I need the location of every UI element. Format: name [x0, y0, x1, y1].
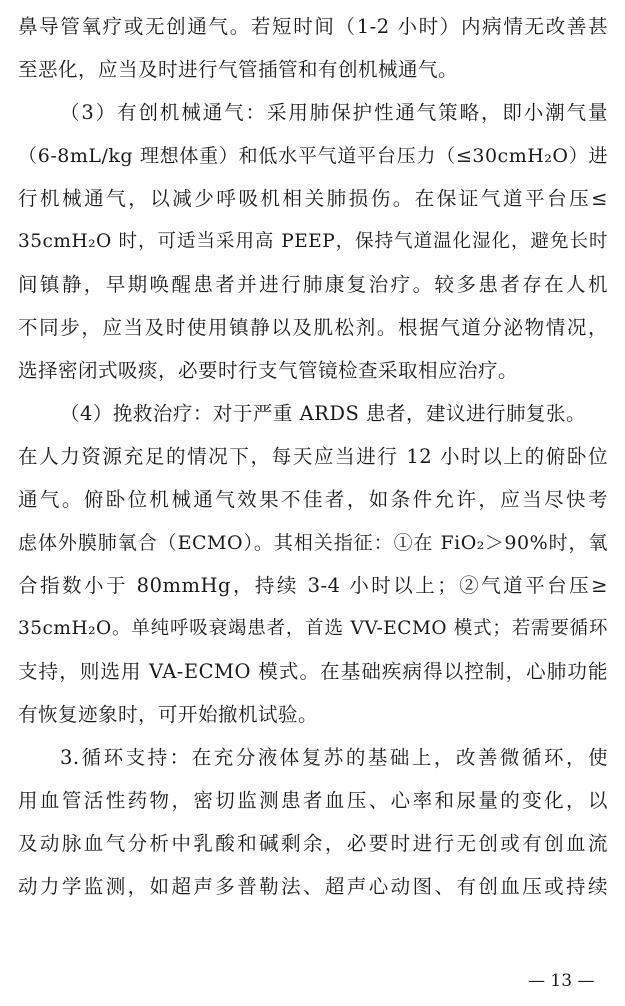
text-line: 选择密闭式吸痰，必要时行支气管镜检查采取相应治疗。: [18, 359, 519, 382]
text-line: 不同步，应当及时使用镇静以及肌松剂。根据气道分泌物情况，: [18, 316, 608, 339]
text-line: 3.循环支持：在充分液体复苏的基础上，改善微循环，使: [60, 746, 608, 769]
text-line: 支持，则选用 VA-ECMO 模式。在基础疾病得以控制，心肺功能: [18, 660, 608, 683]
text-line: 有恢复迹象时，可开始撤机试验。: [18, 703, 319, 726]
text-line: 通气。俯卧位机械通气效果不佳者，如条件允许，应当尽快考: [18, 488, 608, 511]
text-line: 虑体外膜肺氧合（ECMO）。其相关指征：①在 FiO₂＞90%时，氧: [18, 532, 608, 554]
text-line: 合指数小于 80mmHg，持续 3-4 小时以上；②气道平台压≥: [18, 574, 608, 597]
text-line: 35cmH₂O 时，可适当采用高 PEEP，保持气道温化湿化，避免长时: [18, 231, 608, 252]
text-line: （4）挽救治疗：对于严重 ARDS 患者，建议进行肺复张。: [60, 402, 587, 425]
text-line: 行机械通气，以减少呼吸机相关肺损伤。在保证气道平台压≤: [18, 187, 608, 210]
text-line: 间镇静，早期唤醒患者并进行肺康复治疗。较多患者存在人机: [18, 273, 608, 296]
text-line: 及动脉血气分析中乳酸和碱剩余，必要时进行无创或有创血流: [18, 832, 608, 855]
text-line: 动力学监测，如超声多普勒法、超声心动图、有创血压或持续: [18, 875, 608, 898]
text-line: 用血管活性药物，密切监测患者血压、心率和尿量的变化，以: [18, 789, 608, 812]
text-line: 在人力资源充足的情况下，每天应当进行 12 小时以上的俯卧位: [18, 445, 608, 468]
page-number: — 13 —: [528, 971, 595, 991]
text-line: （3）有创机械通气：采用肺保护性通气策略，即小潮气量: [60, 101, 608, 124]
text-line: 至恶化，应当及时进行气管插管和有创机械通气。: [18, 58, 459, 81]
text-line: 鼻导管氧疗或无创通气。若短时间（1-2 小时）内病情无改善甚: [18, 15, 608, 38]
text-line: 35cmH₂O。单纯呼吸衰竭患者，首选 VV-ECMO 模式；若需要循环: [18, 618, 608, 639]
text-line: （6-8mL/kg 理想体重）和低水平气道平台压力（≤30cmH₂O）进: [18, 145, 608, 167]
